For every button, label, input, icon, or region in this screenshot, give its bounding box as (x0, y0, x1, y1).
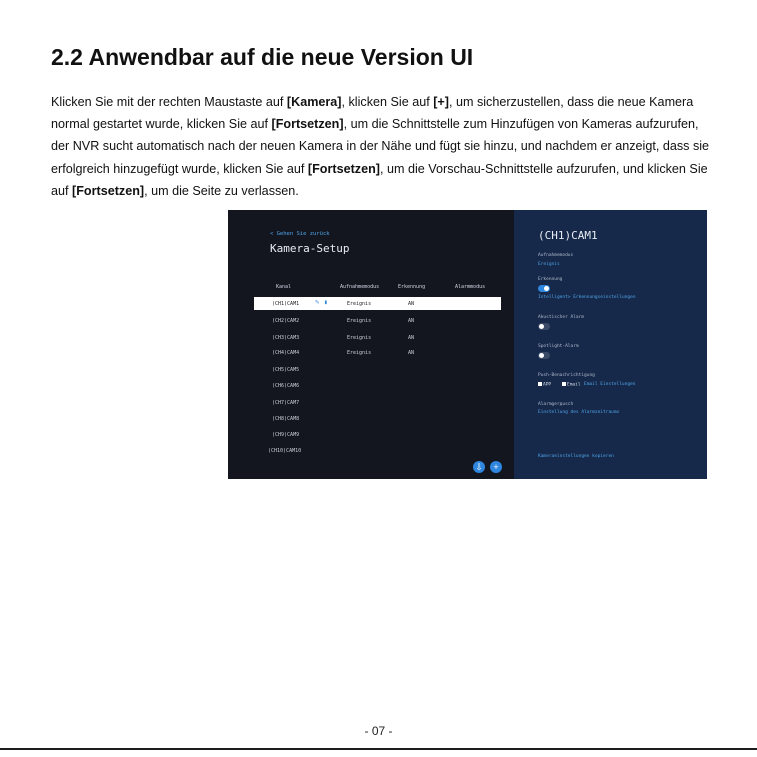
trash-icon[interactable]: ▮ (324, 299, 328, 306)
record-mode-cell: Ereignis (347, 318, 372, 324)
pencil-icon[interactable]: ✎ (315, 298, 320, 306)
record-mode-value[interactable]: Ereignis (538, 262, 560, 267)
table-row[interactable] (254, 379, 501, 392)
acoustic-alarm-label: Akustischer Alarm (538, 315, 585, 320)
text-segment: , um die Schnittstelle zum Hinzufügen von Kameras aufzurufen, der NVR sucht automatisch nach der neuen Kamera in der Nähe und fügt sie hinzu, und nachdem er anzeigt, dass sie erfolgreich hinzugefügt wurde, klicken Sie auf (51, 117, 710, 176)
channel-cell: (CH10)CAM10 (268, 448, 302, 454)
channel-cell: (CH1)CAM1 (272, 301, 300, 307)
nvr-screenshot (228, 210, 707, 479)
camera-settings-panel (514, 210, 707, 479)
table-row[interactable] (254, 444, 501, 457)
detection-toggle[interactable] (538, 285, 550, 292)
column-header-alarm-mode: Alarmmodus (455, 284, 486, 290)
email-label: Email (567, 382, 581, 388)
table-row[interactable] (254, 363, 501, 376)
column-header-record-mode: Aufnahmemodus (340, 284, 380, 290)
spotlight-alarm-toggle[interactable] (538, 352, 550, 359)
record-mode-cell: Ereignis (347, 350, 372, 356)
plus-icon[interactable]: + (490, 461, 502, 473)
text-segment: Klicken Sie mit der rechten Maustaste auf (51, 95, 287, 109)
text-segment: , klicken Sie auf (341, 95, 434, 109)
table-row[interactable] (254, 331, 501, 344)
camera-setup-title: Kamera-Setup (270, 242, 350, 255)
bold-term: [Kamera] (286, 95, 342, 109)
bold-term: [Fortsetzen] (271, 117, 344, 132)
acoustic-alarm-toggle[interactable] (538, 323, 550, 330)
section-heading: 2.2 Anwendbar auf die neue Version UI (51, 44, 474, 70)
record-mode-cell: Ereignis (347, 335, 372, 341)
push-notification-label: Push-Benachrichtigung (538, 373, 595, 378)
record-mode-cell: Ereignis (347, 301, 372, 307)
bold-term: [Fortsetzen] (307, 161, 380, 176)
table-row[interactable] (254, 346, 501, 359)
app-label: APP (543, 382, 552, 388)
table-row[interactable] (254, 314, 501, 327)
panel-title: (CH1)CAM1 (538, 229, 598, 242)
email-settings-link[interactable]: Email Einstellungen (584, 382, 636, 387)
table-row[interactable] (254, 412, 501, 425)
channel-cell: (CH3)CAM3 (272, 335, 300, 341)
text-segment: , um die Seite zu verlassen. (144, 183, 299, 198)
channel-cell: (CH7)CAM7 (272, 400, 300, 406)
spotlight-alarm-label: Spotlight-Alarm (538, 344, 579, 349)
bold-term: [+] (433, 95, 449, 109)
detection-cell: AN (408, 301, 415, 307)
column-header-channel: Kanal (276, 284, 292, 290)
channel-cell: (CH4)CAM4 (272, 350, 300, 356)
detection-settings-link[interactable]: Intelligent> Erkennungseinstellungen (538, 295, 636, 300)
detection-cell: AN (408, 335, 415, 341)
app-checkbox[interactable] (538, 382, 551, 388)
channel-cell: (CH5)CAM5 (272, 367, 300, 373)
alarm-duration-label: Alarmgerдusch (538, 402, 574, 407)
channel-cell: (CH2)CAM2 (272, 318, 300, 324)
email-checkbox[interactable] (562, 382, 581, 388)
table-row[interactable] (254, 297, 501, 310)
channel-cell: (CH8)CAM8 (272, 416, 300, 422)
bold-term: [Fortsetzen] (72, 183, 145, 198)
detection-cell: AN (408, 318, 415, 324)
checkbox-icon (562, 382, 566, 386)
detection-label: Erkennung (538, 277, 563, 282)
page-number: - 07 - (364, 724, 393, 738)
table-row[interactable] (254, 396, 501, 409)
download-icon[interactable]: ⇩ (473, 461, 485, 473)
camera-setup-pane (228, 210, 514, 479)
column-header-detection: Erkennung (398, 284, 426, 290)
text-segment: , um die Vorschau-Schnittstelle aufzurufen, und klicken Sie auf (51, 161, 708, 198)
detection-cell: AN (408, 350, 415, 356)
bottom-rule (0, 748, 757, 750)
copy-settings-link[interactable]: Kameraeinstellungen kopieren (538, 454, 614, 459)
channel-cell: (CH9)CAM9 (272, 432, 300, 438)
back-link[interactable]: < Gehen Sie zurück (270, 231, 330, 237)
instruction-paragraph (51, 91, 711, 202)
checkbox-icon (538, 382, 542, 386)
text-segment: , um sicherzustellen, dass die neue Kamera normal gestartet wurde, klicken Sie auf (51, 95, 694, 132)
alarm-duration-link[interactable]: Einstellung des Alarmzeitraums (538, 410, 620, 415)
table-row[interactable] (254, 428, 501, 441)
channel-cell: (CH6)CAM6 (272, 383, 300, 389)
record-mode-label: Aufnahmemodus (538, 253, 574, 258)
